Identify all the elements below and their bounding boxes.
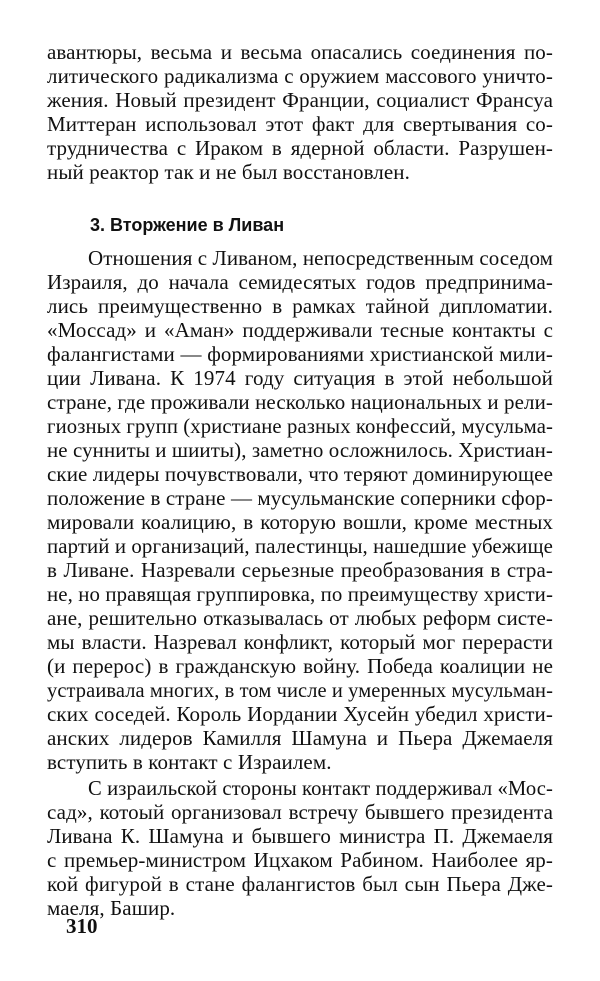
text-line: лись преимущественно в рамках тайной дипломатии.	[47, 294, 553, 318]
text-line: ане, решительно отказывалась от любых реформ систе-	[47, 606, 553, 630]
text-line: Миттеран использовал этот факт для свертывания со-	[47, 112, 553, 136]
text-line: сад», котоый организовал встречу бывшего президента	[47, 800, 553, 824]
section-heading: 3. Вторжение в Ливан	[90, 215, 285, 235]
text-line: в Ливане. Назревали серьезные преобразования в стра-	[47, 558, 553, 582]
text-line: мы власти. Назревал конфликт, который мог перерасти	[47, 630, 553, 654]
text-line: трудничества с Ираком в ядерной области. Разрушен-	[47, 136, 553, 160]
text-line: вступить в контакт с Израилем.	[47, 750, 332, 774]
text-line: литического радикализма с оружием массового уничто-	[47, 64, 553, 88]
text-line: с премьер-министром Ицхаком Рабином. Наиболее яр-	[47, 848, 553, 872]
text-line: мировали коалицию, в которую вошли, кроме местных	[47, 510, 553, 534]
text-line: анских лидеров Камилля Шамуна и Пьера Джемаеля	[47, 726, 553, 750]
text-line: С израильской стороны контакт поддерживал «Мос-	[88, 776, 553, 800]
text-line: положение в стране — мусульманские соперники сфор-	[47, 486, 553, 510]
page-number: 310	[66, 914, 98, 938]
text-line: авантюры, весьма и весьма опасались соединения по-	[47, 40, 553, 64]
text-line: жения. Новый президент Франции, социалист Франсуа	[47, 88, 553, 112]
text-line: гиозных групп (христиане разных конфессий, мусульма-	[47, 414, 553, 438]
text-line: не, но правящая группировка, по преимуществу христи-	[47, 582, 553, 606]
text-line: ские лидеры почувствовали, что теряют доминирующее	[47, 462, 553, 486]
text-line: фалангистами — формированиями христианской мили-	[47, 342, 553, 366]
text-line: кой фигурой в стане фалангистов был сын Пьера Дже-	[47, 872, 553, 896]
text-line: Израиля, до начала семидесятых годов предпринима-	[47, 270, 553, 294]
text-line: стране, где проживали несколько национальных и рели-	[47, 390, 553, 414]
text-line: «Моссад» и «Аман» поддерживали тесные контакты с	[47, 318, 553, 342]
text-line: Отношения с Ливаном, непосредственным соседом	[88, 246, 553, 270]
text-line: (и перерос) в гражданскую войну. Победа коалиции не	[47, 654, 553, 678]
text-line: ских соседей. Король Иордании Хусейн убедил христи-	[47, 702, 553, 726]
text-line: не сунниты и шииты), заметно осложнилось. Христиан-	[47, 438, 553, 462]
text-line: Ливана К. Шамуна и бывшего министра П. Джемаеля	[47, 824, 553, 848]
text-line: ции Ливана. К 1974 году ситуация в этой небольшой	[47, 366, 553, 390]
text-line: партий и организаций, палестинцы, нашедшие убежище	[47, 534, 553, 558]
text-line: устраивала многих, в том числе и умеренных мусульман-	[47, 678, 553, 702]
text-line: ный реактор так и не был восстановлен.	[47, 160, 410, 184]
text-line: маеля, Башир.	[47, 896, 176, 920]
